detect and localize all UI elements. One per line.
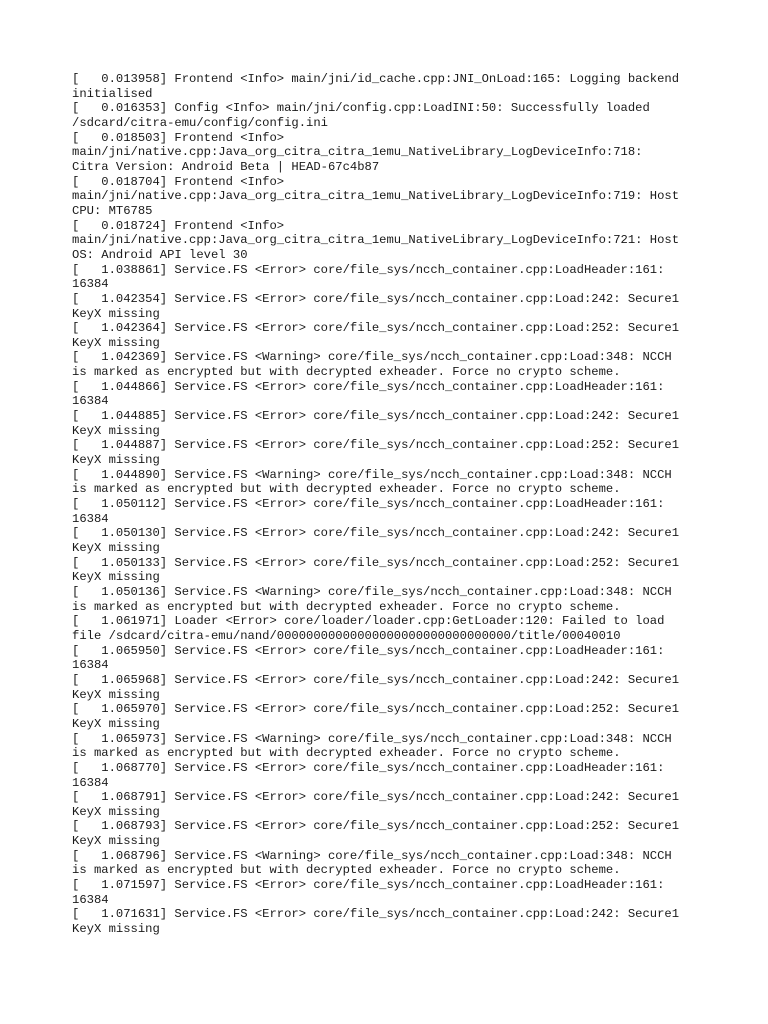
log-line: is marked as encrypted but with decrypted exheader. Force no crypto scheme. [72,365,621,380]
log-line: [ 1.068796] Service.FS <Warning> core/file_sys/ncch_container.cpp:Load:348: NCCH [72,848,672,863]
log-line: 16384 [72,775,109,790]
log-line: [ 0.013958] Frontend <Info> main/jni/id_cache.cpp:JNI_OnLoad:165: Logging backend [72,72,680,86]
log-line: KeyX missing [72,687,160,702]
log-line: [ 1.065950] Service.FS <Error> core/file_sys/ncch_container.cpp:LoadHeader:161: [72,643,665,658]
log-line: [ 1.050112] Service.FS <Error> core/file_sys/ncch_container.cpp:LoadHeader:161: [72,497,665,512]
log-line: [ 1.042354] Service.FS <Error> core/file_sys/ncch_container.cpp:Load:242: Secure1 [72,291,680,306]
log-line: [ 1.042364] Service.FS <Error> core/file_sys/ncch_container.cpp:Load:252: Secure1 [72,321,680,336]
log-line: [ 1.065968] Service.FS <Error> core/file_sys/ncch_container.cpp:Load:242: Secure1 [72,672,680,687]
log-line: 16384 [72,277,109,292]
log-line: main/jni/native.cpp:Java_org_citra_citra_1emu_NativeLibrary_LogDeviceInfo:718: [72,145,643,160]
log-line: [ 1.044885] Service.FS <Error> core/file_sys/ncch_container.cpp:Load:242: Secure1 [72,409,680,424]
log-line: [ 1.038861] Service.FS <Error> core/file_sys/ncch_container.cpp:LoadHeader:161: [72,262,665,277]
log-line: [ 1.071631] Service.FS <Error> core/file_sys/ncch_container.cpp:Load:242: Secure1 [72,907,680,922]
log-line: KeyX missing [72,834,160,849]
log-line: [ 1.071597] Service.FS <Error> core/file_sys/ncch_container.cpp:LoadHeader:161: [72,878,665,893]
log-line: [ 0.016353] Config <Info> main/jni/config.cpp:LoadINI:50: Successfully loaded [72,101,650,116]
log-line: KeyX missing [72,804,160,819]
log-line: [ 1.061971] Loader <Error> core/loader/loader.cpp:GetLoader:120: Failed to load [72,614,665,629]
log-line: file /sdcard/citra-emu/nand/00000000000000000000000000000000/title/00040010 [72,628,621,643]
log-line: [ 1.050133] Service.FS <Error> core/file_sys/ncch_container.cpp:Load:252: Secure1 [72,555,680,570]
log-line: initialised [72,86,153,101]
log-line: KeyX missing [72,335,160,350]
log-line: [ 1.065973] Service.FS <Warning> core/file_sys/ncch_container.cpp:Load:348: NCCH [72,731,672,746]
log-line: CPU: MT6785 [72,203,153,218]
log-line: [ 0.018503] Frontend <Info> [72,130,285,145]
log-line: Citra Version: Android Beta | HEAD-67c4b87 [72,159,380,174]
log-line: KeyX missing [72,423,160,438]
log-line: [ 1.050136] Service.FS <Warning> core/file_sys/ncch_container.cpp:Load:348: NCCH [72,584,672,599]
log-line: [ 1.068791] Service.FS <Error> core/file_sys/ncch_container.cpp:Load:242: Secure1 [72,790,680,805]
log-line: [ 1.068793] Service.FS <Error> core/file_sys/ncch_container.cpp:Load:252: Secure1 [72,819,680,834]
log-lines-container [72,72,712,937]
log-line: is marked as encrypted but with decrypted exheader. Force no crypto scheme. [72,863,621,878]
log-line: [ 1.044890] Service.FS <Warning> core/file_sys/ncch_container.cpp:Load:348: NCCH [72,467,672,482]
log-line: [ 0.018724] Frontend <Info> [72,218,285,233]
log-line: /sdcard/citra-emu/config/config.ini [72,115,328,130]
log-line: KeyX missing [72,716,160,731]
log-line: KeyX missing [72,922,160,937]
log-text-view [72,72,712,937]
log-line: KeyX missing [72,306,160,321]
log-line: 16384 [72,892,109,907]
log-line: main/jni/native.cpp:Java_org_citra_citra_1emu_NativeLibrary_LogDeviceInfo:721: Host [72,233,680,248]
log-line: KeyX missing [72,541,160,555]
log-line: [ 1.050130] Service.FS <Error> core/file_sys/ncch_container.cpp:Load:242: Secure1 [72,526,680,541]
log-line: [ 1.044866] Service.FS <Error> core/file_sys/ncch_container.cpp:LoadHeader:161: [72,379,665,394]
log-line: is marked as encrypted but with decrypted exheader. Force no crypto scheme. [72,599,621,614]
log-line: 16384 [72,511,109,526]
log-line: [ 1.044887] Service.FS <Error> core/file_sys/ncch_container.cpp:Load:252: Secure1 [72,438,680,453]
log-line: [ 1.042369] Service.FS <Warning> core/file_sys/ncch_container.cpp:Load:348: NCCH [72,350,672,365]
log-line: OS: Android API level 30 [72,247,248,262]
log-line: KeyX missing [72,453,160,468]
log-line: is marked as encrypted but with decrypted exheader. Force no crypto scheme. [72,482,621,497]
log-line: 16384 [72,394,109,409]
log-line: [ 1.068770] Service.FS <Error> core/file_sys/ncch_container.cpp:LoadHeader:161: [72,760,665,775]
log-line: is marked as encrypted but with decrypted exheader. Force no crypto scheme. [72,746,621,761]
log-line: [ 0.018704] Frontend <Info> [72,174,285,189]
log-line: 16384 [72,658,109,673]
log-line: [ 1.065970] Service.FS <Error> core/file_sys/ncch_container.cpp:Load:252: Secure1 [72,702,680,717]
log-line: KeyX missing [72,570,160,585]
log-line: main/jni/native.cpp:Java_org_citra_citra_1emu_NativeLibrary_LogDeviceInfo:719: Host [72,189,680,204]
